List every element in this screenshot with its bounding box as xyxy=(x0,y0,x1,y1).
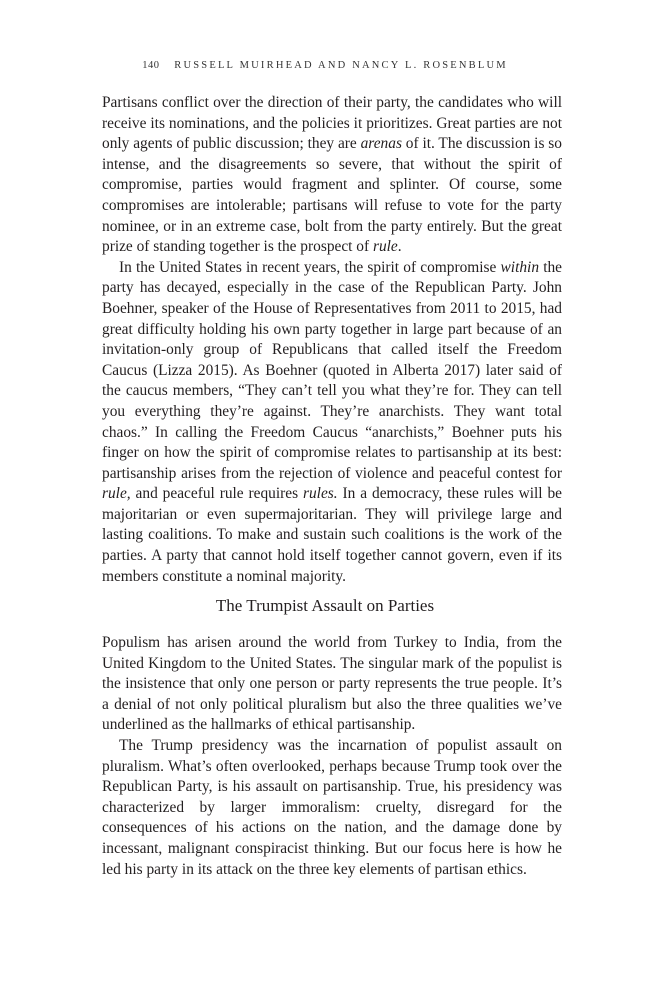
emphasis-arenas: arenas xyxy=(360,135,402,153)
running-head-authors: RUSSELL MUIRHEAD AND NANCY L. ROSENBLUM xyxy=(174,60,508,71)
paragraph-4: The Trump presidency was the incarnation of populist assault on pluralism. What’s often overlooked, perhaps because Trump took over the Republican Party, is his assault on partisanship. True, his presidency was characterized by larger immoralism: cruelty, disregard for the consequences of his actions on the nation, and the damage done by incessant, malignant conspiracist thinking. But our focus here is how he led his party in its attack on the three key elements of partisan ethics. xyxy=(102,736,562,878)
paragraph-2-text-b: the party has decayed, especially in the case of the Republican Party. John Boehner, speaker of the House of Representatives from 2011 to 2015, had great difficulty holding his own party together in large part because of an invitation-only group of Republicans that called itself the Freedom Caucus (Lizza 2015). As Boehner (quoted in Alberta 2017) later said of the caucus members, “They can’t tell you what they’re for. They can tell you everything they’re against. They’re anarchists. They want total chaos.” In calling the Freedom Caucus “anarchists,” Boehner puts his finger on how the spirit of compromise relates to partisanship at its best: partisanship arises from the rejection of violence and peaceful contest for xyxy=(102,258,563,482)
running-head xyxy=(0,60,650,71)
page-number: 140 xyxy=(142,60,160,71)
paragraph-2 xyxy=(102,258,562,588)
section-heading: The Trumpist Assault on Parties xyxy=(215,596,435,615)
text-block-1 xyxy=(102,93,562,587)
text-block-2 xyxy=(102,633,562,880)
paragraph-1-text-c: . xyxy=(397,238,402,256)
emphasis-rule-2: rule, xyxy=(102,485,131,503)
emphasis-rule: rule xyxy=(372,238,398,256)
paragraph-1-text-a: Partisans conflict over the direction of their party, the candidates who will receive its nominations, and the policies it prioritizes. Great parties are not only agents of public discussion; they are xyxy=(102,94,562,153)
emphasis-rules: rules. xyxy=(303,485,338,503)
emphasis-within: within xyxy=(500,258,540,276)
paragraph-1 xyxy=(102,93,562,258)
paragraph-1-text-b: of it. The discussion is so intense, and the disagreements so severe, that without the spirit of compromise, parties would fragment and splinter. Of course, some compromises are intolerable; partisans will refuse to vote for the party nominee, or in an extreme case, bolt from the party entirely. But the great prize of standing together is the prospect of xyxy=(102,135,562,256)
paragraph-2-text-c: and peaceful rule requires xyxy=(130,485,303,503)
paragraph-2-text-a: In the United States in recent years, the spirit of compromise xyxy=(119,258,501,276)
paragraph-3: Populism has arisen around the world from Turkey to India, from the United Kingdom to the United States. The singular mark of the populist is the insistence that only one person or party represents the true people. It’s a denial of not only political pluralism but also the three qualities we’ve underlined as the hallmarks of ethical partisanship. xyxy=(102,634,562,734)
paragraph-2-text-d: In a democracy, these rules will be majoritarian or even supermajoritarian. They will privilege large and lasting coalitions. To make and sustain such coalitions is the work of the parties. A party that cannot hold itself together cannot govern, even if its members constitute a nominal majority. xyxy=(102,485,562,585)
